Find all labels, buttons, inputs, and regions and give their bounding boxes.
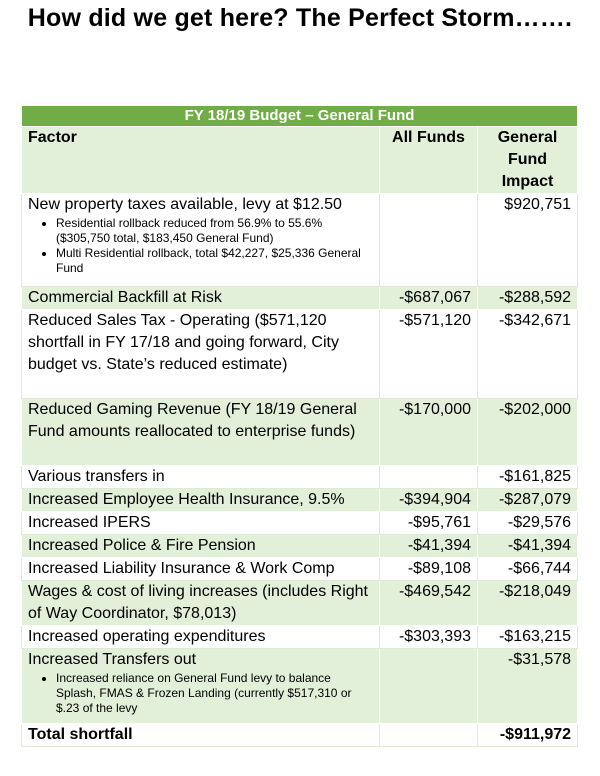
row-factor: Various transfers in [22, 466, 380, 489]
table-row [22, 558, 578, 581]
table-row [22, 287, 578, 310]
row-factor: Wages & cost of living increases (includes Right of Way Coordinator, $78,013) [22, 581, 380, 626]
row-factor: Reduced Gaming Revenue (FY 18/19 General Fund amounts reallocated to enterprise funds) [22, 399, 380, 466]
row-factor: Commercial Backfill at Risk [22, 287, 380, 310]
header-factor: Factor [22, 127, 380, 194]
row-general-fund: $920,751 [478, 194, 578, 287]
row-all-funds: -$95,761 [380, 512, 478, 535]
table-row [22, 194, 578, 287]
row-general-fund: -$31,578 [478, 649, 578, 724]
bullet-item: • Residential rollback reduced from 56.9% to 55.6%($305,750 total, $183,450 General Fund) [56, 216, 373, 246]
row-all-funds [380, 194, 478, 287]
table-caption-row [22, 106, 578, 127]
row-factor-text: Increased Transfers out [28, 651, 197, 668]
table-row [22, 512, 578, 535]
total-row [22, 724, 578, 747]
header-general-fund: General Fund Impact [478, 127, 578, 194]
table-row [22, 489, 578, 512]
row-factor: Increased Liability Insurance & Work Comp [22, 558, 380, 581]
row-all-funds: -$41,394 [380, 535, 478, 558]
row-factor: Increased Employee Health Insurance, 9.5% [22, 489, 380, 512]
row-all-funds [380, 649, 478, 724]
row-all-funds: -$170,000 [380, 399, 478, 466]
total-label: Total shortfall [22, 724, 380, 747]
row-all-funds: -$469,542 [380, 581, 478, 626]
total-general-fund: -$911,972 [478, 724, 578, 747]
row-general-fund: -$202,000 [478, 399, 578, 466]
header-all-funds: All Funds [380, 127, 478, 194]
row-general-fund: -$287,079 [478, 489, 578, 512]
budget-table [21, 105, 578, 747]
row-all-funds: -$394,904 [380, 489, 478, 512]
row-all-funds: -$571,120 [380, 310, 478, 399]
bullet-list [28, 671, 373, 716]
bullet-list [28, 216, 373, 276]
row-general-fund: -$163,215 [478, 626, 578, 649]
table-row [22, 466, 578, 489]
row-general-fund: -$288,592 [478, 287, 578, 310]
row-all-funds: -$687,067 [380, 287, 478, 310]
row-general-fund: -$66,744 [478, 558, 578, 581]
table-row [22, 626, 578, 649]
page-title: How did we get here? The Perfect Storm……. [27, 4, 573, 32]
row-factor: Increased operating expenditures [22, 626, 380, 649]
table-row [22, 399, 578, 466]
row-general-fund: -$161,825 [478, 466, 578, 489]
row-general-fund: -$29,576 [478, 512, 578, 535]
bullet-item: • Increased reliance on General Fund levy to balance Splash, FMAS & Frozen Landing (currently $517,310 or $.23 of the levy [56, 671, 373, 716]
row-all-funds [380, 466, 478, 489]
row-factor: Increased Police & Fire Pension [22, 535, 380, 558]
table-row [22, 310, 578, 399]
row-factor: Increased IPERS [22, 512, 380, 535]
row-factor [22, 649, 380, 724]
column-header-row [22, 127, 578, 194]
row-factor: Reduced Sales Tax - Operating ($571,120 shortfall in FY 17/18 and going forward, City budget vs. State’s reduced estimate) [22, 310, 380, 399]
row-all-funds: -$303,393 [380, 626, 478, 649]
row-general-fund: -$342,671 [478, 310, 578, 399]
row-factor [22, 194, 380, 287]
row-general-fund: -$41,394 [478, 535, 578, 558]
table-row [22, 581, 578, 626]
row-general-fund: -$218,049 [478, 581, 578, 626]
total-all-funds [380, 724, 478, 747]
table-row [22, 649, 578, 724]
bullet-item: • Multi Residential rollback, total $42,227, $25,336 General Fund [56, 246, 373, 276]
row-factor-text: New property taxes available, levy at $12.50 [28, 196, 342, 213]
row-all-funds: -$89,108 [380, 558, 478, 581]
table-caption: FY 18/19 Budget – General Fund [22, 106, 578, 127]
table-row [22, 535, 578, 558]
